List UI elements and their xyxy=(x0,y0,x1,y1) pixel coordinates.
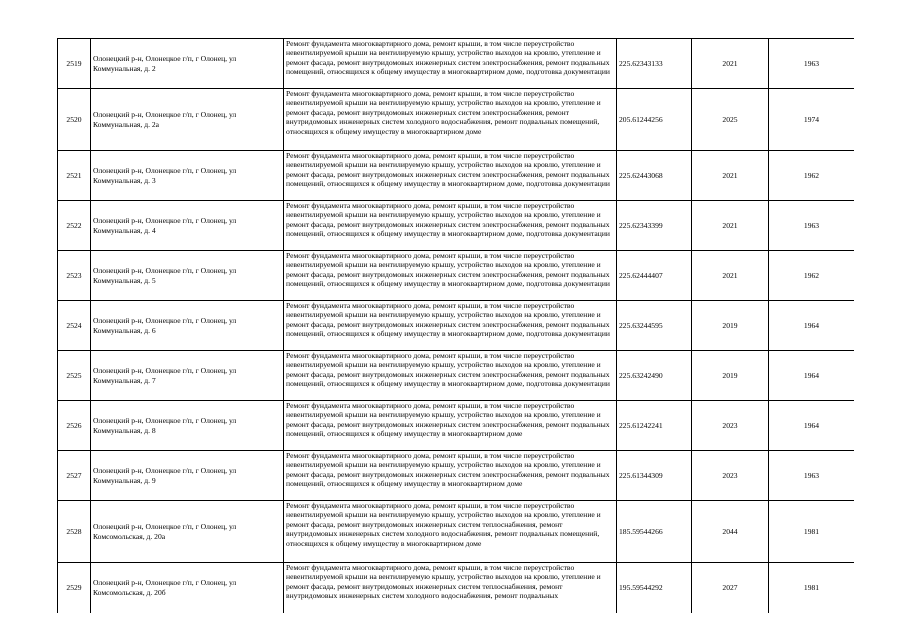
address-cell: Олонецкий р-н, Олонецкое г/п, г Олонец, ул Коммунальная, д. 5 xyxy=(91,251,284,301)
area-cell: 205.61244256 xyxy=(617,89,692,151)
built-year-cell: 1964 xyxy=(769,401,855,451)
repair-year-cell: 2019 xyxy=(692,301,769,351)
row-number: 2521 xyxy=(58,151,91,201)
built-year-cell: 1963 xyxy=(769,201,855,251)
repair-year-cell: 2021 xyxy=(692,151,769,201)
address-cell: Олонецкий р-н, Олонецкое г/п, г Олонец, ул Коммунальная, д. 2 xyxy=(91,39,284,89)
repair-year-cell: 2021 xyxy=(692,201,769,251)
repair-year-cell: 2021 xyxy=(692,39,769,89)
works-cell: Ремонт фундамента многоквартирного дома, ремонт крыши, в том числе переустройство невентилируемой крыши на вентилируемую крышу, устройство выходов на кровлю, утепление и ремонт фасада, ремонт внутридомовых инженерных систем электроснабжения, ремонт подвальных помещений, относящихся к общему имуществу в многоквартирном доме, подготовка документации xyxy=(284,151,617,201)
area-cell: 195.59544292 xyxy=(617,563,692,613)
works-cell: Ремонт фундамента многоквартирного дома, ремонт крыши, в том числе переустройство невентилируемой крыши на вентилируемую крышу, устройство выходов на кровлю, утепление и ремонт фасада, ремонт внутридомовых инженерных систем теплоснабжения, ремонт внутридомовых инженерных систем холодного водоснабжения, ремонт подвальных помещений, относящихся к общему имуществу в многоквартирном доме xyxy=(284,501,617,563)
table-row xyxy=(58,201,855,251)
table-row xyxy=(58,451,855,501)
row-number: 2528 xyxy=(58,501,91,563)
area-cell: 225.62443068 xyxy=(617,151,692,201)
works-cell: Ремонт фундамента многоквартирного дома, ремонт крыши, в том числе переустройство невентилируемой крыши на вентилируемую крышу, устройство выходов на кровлю, утепление и ремонт фасада, ремонт внутридомовых инженерных систем теплоснабжения, ремонт внутридомовых инженерных систем холодного водоснабжения, ремонт подвальных xyxy=(284,563,617,613)
address-cell: Олонецкий р-н, Олонецкое г/п, г Олонец, ул Коммунальная, д. 8 xyxy=(91,401,284,451)
address-cell: Олонецкий р-н, Олонецкое г/п, г Олонец, ул Коммунальная, д. 6 xyxy=(91,301,284,351)
table-row xyxy=(58,563,855,613)
address-cell: Олонецкий р-н, Олонецкое г/п, г Олонец, ул Коммунальная, д. 2а xyxy=(91,89,284,151)
row-number: 2525 xyxy=(58,351,91,401)
row-number: 2527 xyxy=(58,451,91,501)
area-cell: 185.59544266 xyxy=(617,501,692,563)
built-year-cell: 1962 xyxy=(769,251,855,301)
table-row xyxy=(58,401,855,451)
table-row xyxy=(58,251,855,301)
works-cell: Ремонт фундамента многоквартирного дома, ремонт крыши, в том числе переустройство невентилируемой крыши на вентилируемую крышу, устройство выходов на кровлю, утепление и ремонт фасада, ремонт внутридомовых инженерных систем электроснабжения, ремонт подвальных помещений, относящихся к общему имуществу в многоквартирном доме, подготовка документации xyxy=(284,39,617,89)
works-cell: Ремонт фундамента многоквартирного дома, ремонт крыши, в том числе переустройство невентилируемой крыши на вентилируемую крышу, устройство выходов на кровлю, утепление и ремонт фасада, ремонт внутридомовых инженерных систем электроснабжения, ремонт подвальных помещений, относящихся к общему имуществу в многоквартирном доме, подготовка документации xyxy=(284,351,617,401)
built-year-cell: 1963 xyxy=(769,39,855,89)
table-row xyxy=(58,151,855,201)
row-number: 2520 xyxy=(58,89,91,151)
repair-year-cell: 2044 xyxy=(692,501,769,563)
row-number: 2519 xyxy=(58,39,91,89)
area-cell: 225.62343133 xyxy=(617,39,692,89)
repair-year-cell: 2027 xyxy=(692,563,769,613)
built-year-cell: 1981 xyxy=(769,501,855,563)
area-cell: 225.62343399 xyxy=(617,201,692,251)
area-cell: 225.62444407 xyxy=(617,251,692,301)
built-year-cell: 1981 xyxy=(769,563,855,613)
works-cell: Ремонт фундамента многоквартирного дома, ремонт крыши, в том числе переустройство невентилируемой крыши на вентилируемую крышу, устройство выходов на кровлю, утепление и ремонт фасада, ремонт внутридомовых инженерных систем электроснабжения, ремонт внутридомовых инженерных систем холодного водоснабжения, ремонт подвальных помещений, относящихся к общему имуществу в многоквартирном доме xyxy=(284,89,617,151)
works-cell: Ремонт фундамента многоквартирного дома, ремонт крыши, в том числе переустройство невентилируемой крыши на вентилируемую крышу, устройство выходов на кровлю, утепление и ремонт фасада, ремонт внутридомовых инженерных систем электроснабжения, ремонт подвальных помещений, относящихся к общему имуществу в многоквартирном доме, подготовка документации xyxy=(284,251,617,301)
works-cell: Ремонт фундамента многоквартирного дома, ремонт крыши, в том числе переустройство невентилируемой крыши на вентилируемую крышу, устройство выходов на кровлю, утепление и ремонт фасада, ремонт внутридомовых инженерных систем электроснабжения, ремонт подвальных помещений, относящихся к общему имуществу в многоквартирном доме, подготовка документации xyxy=(284,201,617,251)
area-cell: 225.63242490 xyxy=(617,351,692,401)
area-cell: 225.63244595 xyxy=(617,301,692,351)
repair-year-cell: 2023 xyxy=(692,451,769,501)
repair-program-table xyxy=(57,38,854,613)
address-cell: Олонецкий р-н, Олонецкое г/п, г Олонец, ул Коммунальная, д. 9 xyxy=(91,451,284,501)
works-cell: Ремонт фундамента многоквартирного дома, ремонт крыши, в том числе переустройство невентилируемой крыши на вентилируемую крышу, устройство выходов на кровлю, утепление и ремонт фасада, ремонт внутридомовых инженерных систем электроснабжения, ремонт подвальных помещений, относящихся к общему имуществу в многоквартирном доме, подготовка документации xyxy=(284,301,617,351)
row-number: 2524 xyxy=(58,301,91,351)
table-row xyxy=(58,89,855,151)
built-year-cell: 1974 xyxy=(769,89,855,151)
repair-year-cell: 2023 xyxy=(692,401,769,451)
table-row xyxy=(58,301,855,351)
address-cell: Олонецкий р-н, Олонецкое г/п, г Олонец, ул Коммунальная, д. 3 xyxy=(91,151,284,201)
repair-year-cell: 2019 xyxy=(692,351,769,401)
works-cell: Ремонт фундамента многоквартирного дома, ремонт крыши, в том числе переустройство невентилируемой крыши на вентилируемую крышу, устройство выходов на кровлю, утепление и ремонт фасада, ремонт внутридомовых инженерных систем электроснабжения, ремонт подвальных помещений, относящихся к общему имуществу в многоквартирном доме xyxy=(284,401,617,451)
table-row xyxy=(58,351,855,401)
built-year-cell: 1962 xyxy=(769,151,855,201)
row-number: 2522 xyxy=(58,201,91,251)
row-number: 2529 xyxy=(58,563,91,613)
table-row xyxy=(58,39,855,89)
row-number: 2526 xyxy=(58,401,91,451)
repair-year-cell: 2021 xyxy=(692,251,769,301)
address-cell: Олонецкий р-н, Олонецкое г/п, г Олонец, ул Комсомольская, д. 20б xyxy=(91,563,284,613)
area-cell: 225.61344309 xyxy=(617,451,692,501)
built-year-cell: 1963 xyxy=(769,451,855,501)
area-cell: 225.61242241 xyxy=(617,401,692,451)
table-row xyxy=(58,501,855,563)
works-cell: Ремонт фундамента многоквартирного дома, ремонт крыши, в том числе переустройство невентилируемой крыши на вентилируемую крышу, устройство выходов на кровлю, утепление и ремонт фасада, ремонт внутридомовых инженерных систем электроснабжения, ремонт подвальных помещений, относящихся к общему имуществу в многоквартирном доме xyxy=(284,451,617,501)
repair-year-cell: 2025 xyxy=(692,89,769,151)
address-cell: Олонецкий р-н, Олонецкое г/п, г Олонец, ул Коммунальная, д. 7 xyxy=(91,351,284,401)
address-cell: Олонецкий р-н, Олонецкое г/п, г Олонец, ул Коммунальная, д. 4 xyxy=(91,201,284,251)
address-cell: Олонецкий р-н, Олонецкое г/п, г Олонец, ул Комсомольская, д. 20а xyxy=(91,501,284,563)
row-number: 2523 xyxy=(58,251,91,301)
built-year-cell: 1964 xyxy=(769,351,855,401)
built-year-cell: 1964 xyxy=(769,301,855,351)
document-page xyxy=(57,38,854,621)
